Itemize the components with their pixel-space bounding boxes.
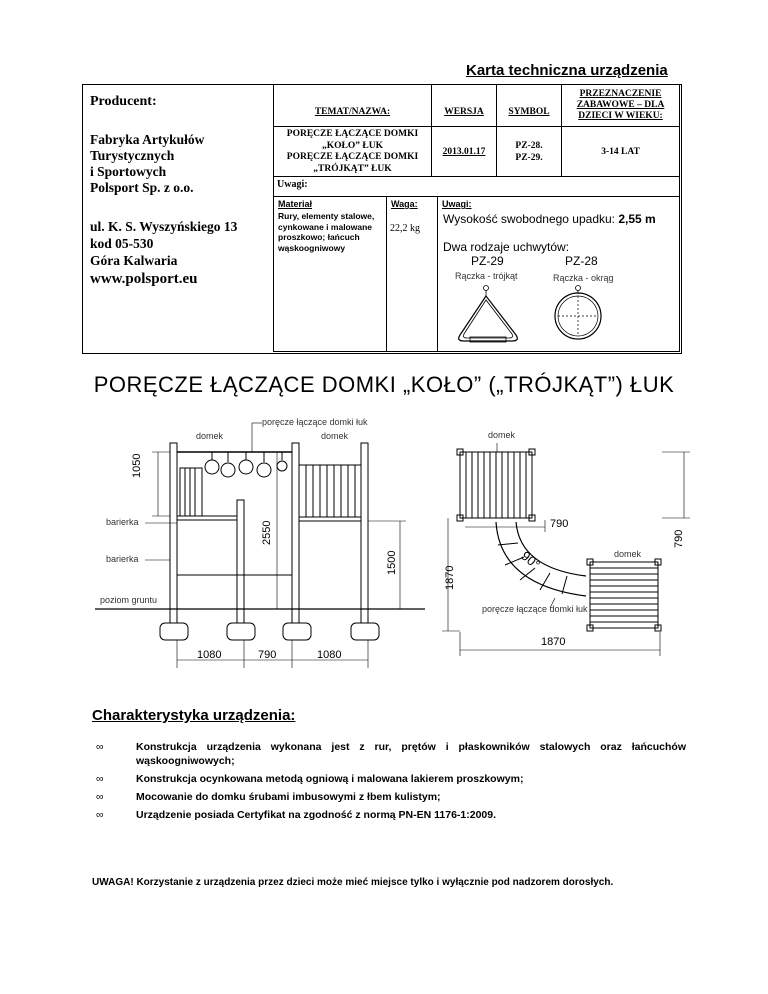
- handle-name-triangle: Rączka - trójkąt: [455, 271, 518, 281]
- website-link[interactable]: www.polsport.eu: [90, 271, 198, 287]
- address-line: kod 05-530: [90, 236, 154, 251]
- list-item: [96, 740, 686, 768]
- notes-label: Uwagi:: [277, 179, 308, 190]
- dim-1500: 1500: [386, 550, 398, 575]
- symbol-line: PZ-29.: [515, 153, 543, 163]
- symbol-header: SYMBOL: [508, 107, 550, 117]
- rails-label: poręcze łączące domki łuk: [262, 417, 368, 427]
- house-top-label: domek: [488, 430, 516, 440]
- circle-handle-icon: [548, 284, 608, 344]
- characteristics-list: [96, 740, 686, 826]
- house-mid-label: domek: [321, 431, 349, 441]
- age-value: 3-14 LAT: [601, 147, 640, 157]
- handle-name-circle: Rączka - okrąg: [553, 273, 614, 283]
- bullet-icon: ∞: [96, 791, 104, 803]
- purpose-header: PRZEZNACZENIE ZABAWOWE – DLA DZIECI W WIEKU:: [576, 89, 665, 121]
- house-left-label: domek: [196, 431, 224, 441]
- symbol-value: [496, 140, 562, 164]
- list-item-text: Mocowanie do domku śrubami imbusowymi z łbem kulistym;: [136, 791, 441, 803]
- cell-symbol-header: [496, 84, 562, 127]
- fall-height: [443, 212, 656, 226]
- cell-name-header: [273, 84, 432, 127]
- dim-1870-vertical: 1870: [444, 565, 456, 590]
- list-item: [96, 772, 686, 786]
- handles-text: Dwa rodzaje uchwytów:: [443, 240, 570, 254]
- house-right-label: domek: [614, 549, 642, 559]
- producer-label: Producent:: [90, 94, 157, 109]
- handle-code-circle: PZ-28: [565, 254, 598, 268]
- barrier-bottom-label: barierka: [106, 554, 139, 564]
- product-name-line: PORĘCZE ŁĄCZĄCE DOMKI: [286, 129, 419, 139]
- document-title: Karta techniczna urządzenia: [466, 62, 668, 79]
- address-line: Góra Kalwaria: [90, 253, 178, 268]
- barrier-top-label: barierka: [106, 517, 139, 527]
- product-name-line: PORĘCZE ŁĄCZĄCE DOMKI: [286, 152, 419, 162]
- cell-version-header: [431, 84, 497, 127]
- material-label: Materiał: [278, 199, 313, 209]
- weight-label: Waga:: [391, 199, 418, 209]
- list-item-text: Konstrukcja urządzenia wykonana jest z rur, prętów i płaskowników stalowych oraz łańcuchów wąskoogniwowych;: [136, 741, 686, 767]
- bullet-icon: ∞: [96, 741, 104, 753]
- fall-height-text: Wysokość swobodnego upadku:: [443, 212, 619, 226]
- producer-name-line: Turystycznych: [90, 148, 175, 163]
- bullet-icon: ∞: [96, 809, 104, 821]
- characteristics-title: Charakterystyka urządzenia:: [92, 707, 296, 724]
- list-item: [96, 790, 686, 804]
- main-title: PORĘCZE ŁĄCZĄCE DOMKI „KOŁO” („TRÓJKĄT”) ŁUK: [93, 372, 675, 397]
- warning-text: UWAGA! Korzystanie z urządzenia przez dzieci może mieć miejsce tylko i wyłącznie pod nadzorem dorosłych.: [92, 877, 614, 888]
- cell-notes: [273, 176, 680, 197]
- weight-value: 22,2 kg: [390, 223, 420, 234]
- producer-name-line: Polsport Sp. z o.o.: [90, 180, 194, 195]
- dim-2550: 2550: [261, 520, 273, 545]
- dim-1080-right: 1080: [317, 649, 342, 661]
- version-value: 2013.01.17: [442, 147, 486, 157]
- plan-view-drawing: [430, 430, 700, 670]
- dim-1080-left: 1080: [197, 649, 222, 661]
- bullet-icon: ∞: [96, 773, 104, 785]
- name-header: TEMAT/NAZWA:: [314, 107, 391, 117]
- ground-label: poziom gruntu: [100, 595, 158, 605]
- producer-section: [90, 94, 270, 288]
- fall-height-value: 2,55 m: [618, 212, 656, 226]
- rails-plan-label: poręcze łączące domki łuk: [482, 604, 588, 614]
- triangle-handle-icon: [450, 283, 530, 345]
- list-item: [96, 808, 686, 822]
- dim-790-plan: 790: [550, 518, 569, 530]
- version-header: WERSJA: [444, 107, 484, 117]
- producer-name-line: Fabryka Artykułów: [90, 132, 205, 147]
- remarks-label: Uwagi:: [442, 199, 472, 209]
- product-name-line: „KOŁO” ŁUK: [322, 140, 383, 151]
- dim-790-right: 790: [673, 529, 685, 548]
- handle-code-triangle: PZ-29: [471, 254, 504, 268]
- producer-name-line: i Sportowych: [90, 164, 167, 179]
- list-item-text: Konstrukcja ocynkowana metodą ogniową i malowana lakierem proszkowym;: [136, 773, 524, 785]
- list-item-text: Urządzenie posiada Certyfikat na zgodność z normą PN-EN 1176-1:2009.: [136, 809, 497, 821]
- material-value: Rury, elementy stalowe, cynkowane i malowane proszkowo; łańcuch wąskoogniwowy: [278, 211, 375, 253]
- product-name: [273, 129, 432, 175]
- side-view-drawing: [0, 410, 440, 680]
- address-line: ul. K. S. Wyszyńskiego 13: [90, 219, 238, 234]
- symbol-line: PZ-28.: [515, 141, 543, 151]
- dim-1050: 1050: [131, 453, 143, 478]
- dim-790-mid: 790: [258, 649, 277, 661]
- cell-weight: [386, 196, 438, 352]
- dim-1870-horizontal: 1870: [541, 636, 566, 648]
- product-name-line: „TRÓJKĄT” ŁUK: [313, 163, 392, 174]
- angle-label: 90°: [518, 548, 544, 573]
